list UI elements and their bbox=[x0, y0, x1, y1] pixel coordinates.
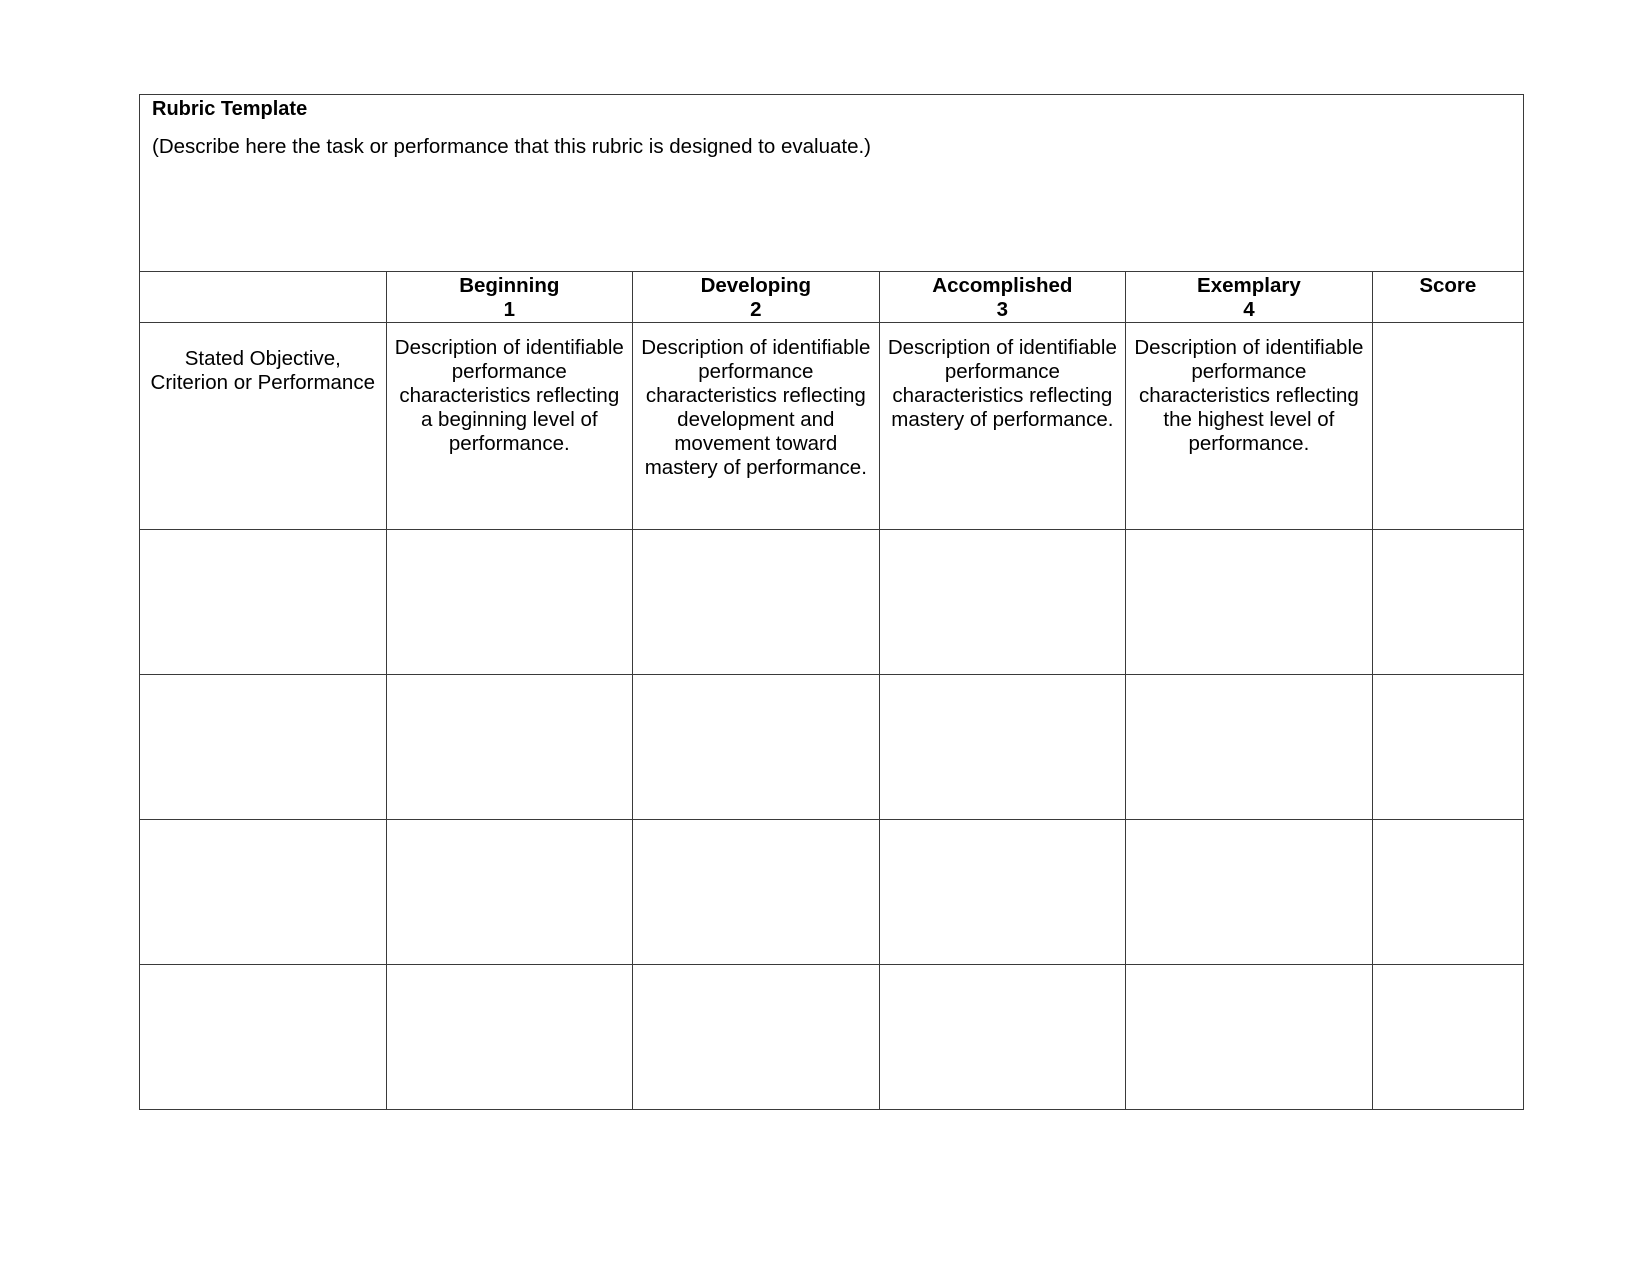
description-cell-accomplished[interactable] bbox=[879, 323, 1126, 530]
level-cell[interactable] bbox=[633, 530, 880, 675]
level-number: 3 bbox=[996, 298, 1009, 321]
task-description: (Describe here the task or performance that this rubric is designed to evaluate.) bbox=[152, 135, 871, 158]
criterion-cell[interactable] bbox=[140, 820, 387, 965]
level-cell[interactable] bbox=[386, 820, 633, 965]
level-cell[interactable] bbox=[386, 675, 633, 820]
level-cell[interactable] bbox=[633, 965, 880, 1110]
level-cell[interactable] bbox=[879, 675, 1126, 820]
rubric-header-row bbox=[140, 95, 1524, 272]
score-cell[interactable] bbox=[1372, 323, 1523, 530]
description-cell-developing[interactable] bbox=[633, 323, 880, 530]
level-cell[interactable] bbox=[1126, 530, 1373, 675]
description-text: Description of identifiable performance characteristics reflecting mastery of performance. bbox=[887, 336, 1117, 431]
level-cell[interactable] bbox=[879, 965, 1126, 1110]
level-name: Beginning bbox=[459, 274, 560, 297]
level-header-beginning bbox=[386, 272, 633, 323]
level-header-exemplary bbox=[1126, 272, 1373, 323]
level-number: 1 bbox=[503, 298, 515, 321]
description-text: Description of identifiable performance characteristics reflecting development and movement toward mastery of performance. bbox=[641, 336, 871, 479]
description-text: Description of identifiable performance characteristics reflecting a beginning level of performance. bbox=[394, 336, 624, 455]
level-cell[interactable] bbox=[879, 530, 1126, 675]
criterion-row bbox=[140, 323, 1524, 530]
criterion-cell[interactable] bbox=[140, 675, 387, 820]
score-cell[interactable] bbox=[1372, 530, 1523, 675]
level-cell[interactable] bbox=[1126, 965, 1373, 1110]
level-name: Developing bbox=[700, 274, 812, 297]
level-cell[interactable] bbox=[386, 965, 633, 1110]
level-cell[interactable] bbox=[633, 820, 880, 965]
level-cell[interactable] bbox=[879, 820, 1126, 965]
level-header-row bbox=[140, 272, 1524, 323]
level-name: Accomplished bbox=[932, 274, 1073, 297]
criterion-cell[interactable] bbox=[140, 323, 387, 530]
level-header-accomplished bbox=[879, 272, 1126, 323]
level-cell[interactable] bbox=[1126, 675, 1373, 820]
level-cell[interactable] bbox=[1126, 820, 1373, 965]
table-row bbox=[140, 675, 1524, 820]
level-number: 2 bbox=[750, 298, 762, 321]
document-title: Rubric Template bbox=[152, 98, 308, 120]
level-cell[interactable] bbox=[386, 530, 633, 675]
rubric-header-cell bbox=[140, 95, 1524, 272]
score-cell[interactable] bbox=[1372, 675, 1523, 820]
table-row bbox=[140, 530, 1524, 675]
description-cell-exemplary[interactable] bbox=[1126, 323, 1373, 530]
table-row bbox=[140, 965, 1524, 1110]
description-text: Description of identifiable performance characteristics reflecting the highest level of performance. bbox=[1134, 336, 1364, 455]
level-header-developing bbox=[633, 272, 880, 323]
level-name: Exemplary bbox=[1197, 274, 1301, 297]
table-row bbox=[140, 820, 1524, 965]
score-header: Score bbox=[1372, 272, 1523, 323]
level-number: 4 bbox=[1243, 298, 1255, 321]
score-cell[interactable] bbox=[1372, 820, 1523, 965]
rubric-table bbox=[139, 94, 1524, 1110]
description-cell-beginning[interactable] bbox=[386, 323, 633, 530]
criterion-label: Stated Objective, Criterion or Performance bbox=[150, 347, 375, 394]
score-cell[interactable] bbox=[1372, 965, 1523, 1110]
criterion-cell[interactable] bbox=[140, 965, 387, 1110]
criterion-cell[interactable] bbox=[140, 530, 387, 675]
criterion-header-empty bbox=[140, 272, 387, 323]
level-cell[interactable] bbox=[633, 675, 880, 820]
